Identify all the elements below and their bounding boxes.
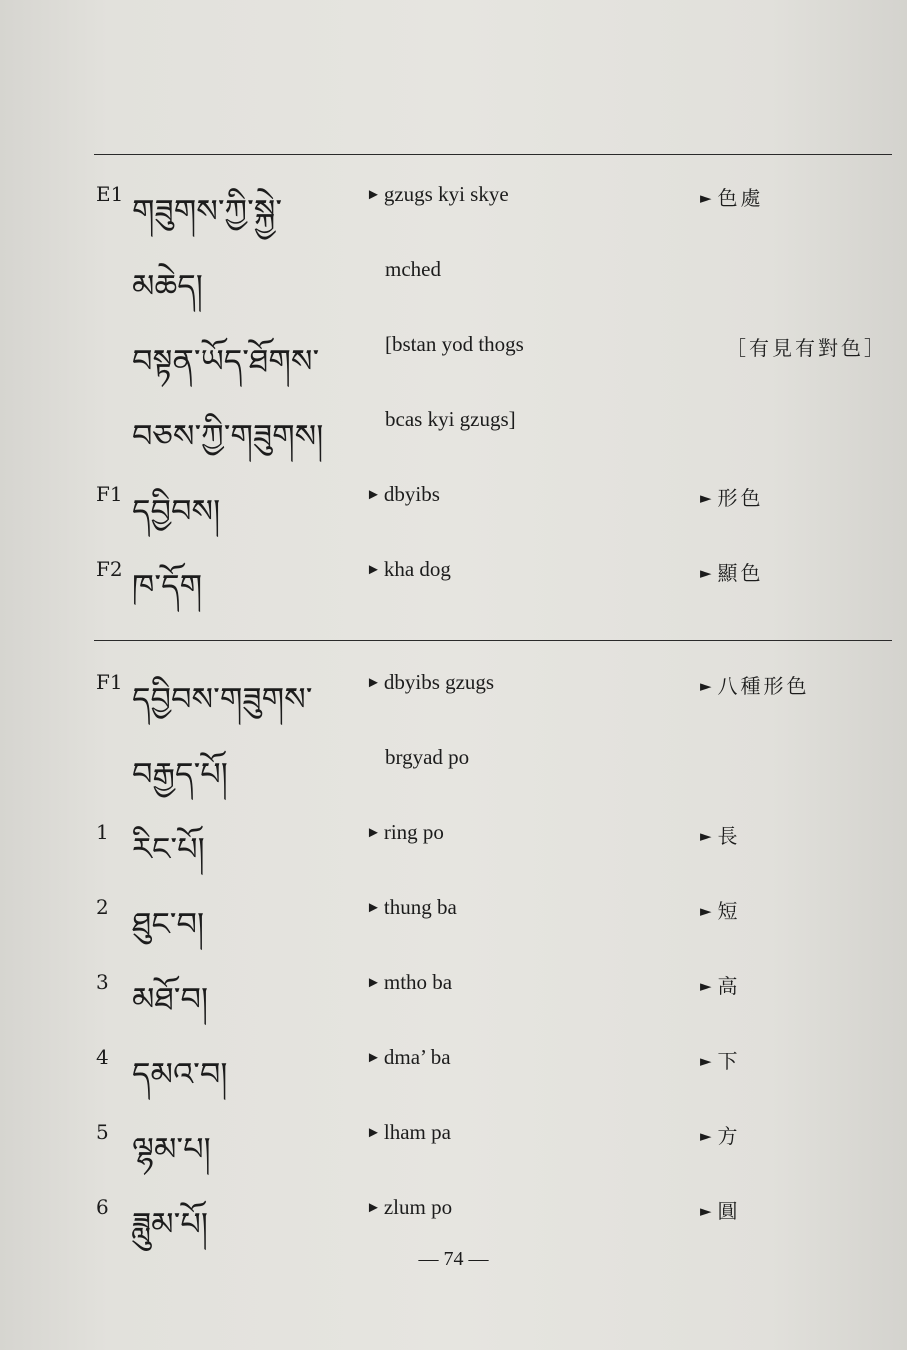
entry-number: E1 bbox=[96, 182, 124, 206]
wylie-transliteration bbox=[366, 557, 451, 582]
section-rule-middle bbox=[94, 640, 892, 641]
entry-number: 5 bbox=[96, 1120, 109, 1144]
tibetan-term: ཟླུམ་པོ། bbox=[132, 1205, 208, 1243]
chinese-text: 下 bbox=[717, 1049, 741, 1073]
page-number: — 74 — bbox=[418, 1248, 489, 1270]
chinese-term bbox=[700, 182, 764, 211]
pointer-arrow-icon: ► bbox=[366, 562, 381, 578]
wylie-transliteration bbox=[366, 970, 452, 995]
chinese-text: 八種形色 bbox=[717, 674, 810, 698]
chinese-term bbox=[700, 1120, 741, 1149]
tibetan-term: ཐུང་བ། bbox=[132, 905, 205, 943]
entry-row bbox=[0, 182, 907, 242]
wylie-text: ring po bbox=[383, 820, 444, 844]
chinese-text: ［有見有對色］ bbox=[726, 336, 887, 360]
entry-row bbox=[0, 1045, 907, 1105]
entry-number: 4 bbox=[96, 1045, 109, 1069]
tibetan-term: རིང་པོ། bbox=[132, 830, 205, 868]
chinese-term bbox=[700, 820, 741, 849]
tibetan-term: གཟུགས་ཀྱི་སྐྱེ་ bbox=[132, 192, 283, 230]
tibetan-term: དབྱིབས་གཟུགས་ bbox=[132, 680, 313, 718]
wylie-text: gzugs kyi skye bbox=[383, 182, 509, 206]
wylie-transliteration bbox=[366, 1120, 451, 1145]
entry-row bbox=[0, 332, 907, 392]
chinese-text: 圓 bbox=[717, 1199, 741, 1223]
entry-number: F1 bbox=[96, 482, 123, 506]
wylie-transliteration bbox=[366, 1045, 451, 1070]
chinese-term bbox=[700, 670, 810, 699]
wylie-text: mched bbox=[385, 257, 441, 281]
wylie-transliteration bbox=[385, 257, 441, 282]
entry-number: F1 bbox=[96, 670, 123, 694]
section-rule-top bbox=[94, 154, 892, 155]
pointer-arrow-icon: ► bbox=[700, 189, 715, 207]
wylie-text: thung ba bbox=[383, 895, 457, 919]
chinese-text: 短 bbox=[717, 899, 741, 923]
entry-row bbox=[0, 970, 907, 1030]
pointer-arrow-icon: ► bbox=[700, 1202, 715, 1220]
chinese-term bbox=[700, 1195, 741, 1224]
pointer-arrow-icon: ► bbox=[366, 1200, 381, 1216]
pointer-arrow-icon: ► bbox=[366, 825, 381, 841]
tibetan-term: བརྒྱད་པོ། bbox=[132, 755, 228, 793]
chinese-term bbox=[726, 332, 887, 361]
entry-number: 2 bbox=[96, 895, 109, 919]
pointer-arrow-icon: ► bbox=[700, 1052, 715, 1070]
chinese-term bbox=[700, 970, 741, 999]
tibetan-term: བཅས་ཀྱི་གཟུགས། bbox=[132, 417, 324, 455]
wylie-transliteration bbox=[385, 332, 524, 357]
wylie-text: zlum po bbox=[383, 1195, 453, 1219]
wylie-transliteration bbox=[366, 670, 494, 695]
entry-row bbox=[0, 557, 907, 617]
entry-number: 3 bbox=[96, 970, 109, 994]
tibetan-term: མཐོ་བ། bbox=[132, 980, 209, 1018]
pointer-arrow-icon: ► bbox=[366, 1050, 381, 1066]
entry-number: 6 bbox=[96, 1195, 109, 1219]
wylie-text: dbyibs gzugs bbox=[383, 670, 495, 694]
chinese-term bbox=[700, 557, 764, 586]
chinese-text: 色處 bbox=[717, 186, 764, 210]
tibetan-term: དབྱིབས། bbox=[132, 492, 221, 530]
pointer-arrow-icon: ► bbox=[700, 977, 715, 995]
pointer-arrow-icon: ► bbox=[700, 827, 715, 845]
pointer-arrow-icon: ► bbox=[366, 900, 381, 916]
wylie-text: [bstan yod thogs bbox=[385, 332, 524, 356]
wylie-transliteration bbox=[366, 1195, 452, 1220]
tibetan-term: དམའ་བ། bbox=[132, 1055, 228, 1093]
tibetan-term: བསྟན་ཡོད་ཐོགས་ bbox=[132, 342, 320, 380]
chinese-term bbox=[700, 895, 741, 924]
chinese-term bbox=[700, 1045, 741, 1074]
tibetan-term: ཁ་དོག bbox=[132, 567, 203, 605]
pointer-arrow-icon: ► bbox=[700, 564, 715, 582]
wylie-transliteration bbox=[366, 182, 509, 207]
wylie-text: dbyibs bbox=[383, 482, 440, 506]
wylie-transliteration bbox=[366, 820, 444, 845]
entry-row bbox=[0, 895, 907, 955]
wylie-text: brgyad po bbox=[385, 745, 470, 769]
wylie-text: kha dog bbox=[383, 557, 451, 581]
chinese-text: 形色 bbox=[717, 486, 764, 510]
pointer-arrow-icon: ► bbox=[366, 187, 381, 203]
entry-row bbox=[0, 482, 907, 542]
pointer-arrow-icon: ► bbox=[366, 487, 381, 503]
pointer-arrow-icon: ► bbox=[366, 675, 381, 691]
chinese-term bbox=[700, 482, 764, 511]
chinese-text: 高 bbox=[717, 974, 741, 998]
chinese-text: 長 bbox=[717, 824, 741, 848]
pointer-arrow-icon: ► bbox=[366, 975, 381, 991]
pointer-arrow-icon: ► bbox=[700, 489, 715, 507]
pointer-arrow-icon: ► bbox=[366, 1125, 381, 1141]
pointer-arrow-icon: ► bbox=[700, 677, 715, 695]
entry-row bbox=[0, 407, 907, 467]
entry-number: 1 bbox=[96, 820, 109, 844]
chinese-text: 顯色 bbox=[717, 561, 764, 585]
chinese-text: 方 bbox=[717, 1124, 741, 1148]
wylie-text: bcas kyi gzugs] bbox=[385, 407, 516, 431]
wylie-text: mtho ba bbox=[383, 970, 453, 994]
entry-row bbox=[0, 745, 907, 805]
entry-row bbox=[0, 1120, 907, 1180]
wylie-transliteration bbox=[385, 407, 516, 432]
entry-row bbox=[0, 670, 907, 730]
pointer-arrow-icon: ► bbox=[700, 902, 715, 920]
entry-row bbox=[0, 820, 907, 880]
entry-row bbox=[0, 257, 907, 317]
wylie-text: lham pa bbox=[383, 1120, 451, 1144]
tibetan-term: ལྷམ་པ། bbox=[132, 1130, 211, 1168]
wylie-text: dma’ ba bbox=[383, 1045, 451, 1069]
pointer-arrow-icon: ► bbox=[700, 1127, 715, 1145]
entry-number: F2 bbox=[96, 557, 123, 581]
wylie-transliteration bbox=[366, 895, 457, 920]
wylie-transliteration bbox=[385, 745, 469, 770]
wylie-transliteration bbox=[366, 482, 440, 507]
tibetan-term: མཆེད། bbox=[132, 267, 203, 305]
entry-row bbox=[0, 1195, 907, 1255]
